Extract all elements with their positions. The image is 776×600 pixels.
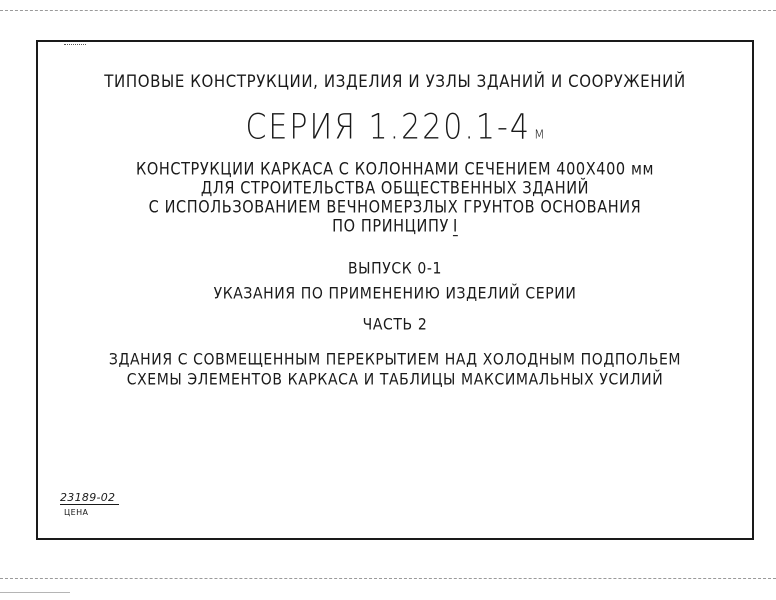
description-line-2: ДЛЯ СТРОИТЕЛЬСТВА ОБЩЕСТВЕННЫХ ЗДАНИЙ <box>200 179 590 199</box>
issue-number: ВЫПУСК 0-1 <box>347 259 443 279</box>
price-label: ЦЕНА <box>64 508 89 517</box>
issue-title: УКАЗАНИЯ ПО ПРИМЕНЕНИЮ ИЗДЕЛИЙ СЕРИИ <box>213 284 577 304</box>
building-line-1: ЗДАНИЯ С СОВМЕЩЕННЫМ ПЕРЕКРЫТИЕМ НАД ХОЛОДНЫМ ПОДПОЛЬЕМ <box>108 350 682 370</box>
description-line-1: КОНСТРУКЦИИ КАРКАСА С КОЛОННАМИ СЕЧЕНИЕМ 400Х400 мм <box>135 160 655 180</box>
description-line-3: С ИСПОЛЬЗОВАНИЕМ ВЕЧНОМЕРЗЛЫХ ГРУНТОВ ОСНОВАНИЯ <box>148 198 642 218</box>
scan-edge-top <box>0 10 776 11</box>
corner-mark <box>64 44 86 45</box>
collection-header: ТИПОВЫЕ КОНСТРУКЦИИ, ИЗДЕЛИЯ И УЗЛЫ ЗДАНИЙ И СООРУЖЕНИЙ <box>104 70 686 92</box>
description-line-4 <box>38 218 752 236</box>
scan-edge-foot <box>0 592 70 593</box>
building-line-2: СХЕМЫ ЭЛЕМЕНТОВ КАРКАСА И ТАБЛИЦЫ МАКСИМАЛЬНЫХ УСИЛИЙ <box>126 370 664 390</box>
part-number: ЧАСТЬ 2 <box>362 315 428 335</box>
series-title <box>38 107 752 147</box>
principle-numeral: I <box>452 217 458 237</box>
series-number: СЕРИЯ 1.220.1-4 <box>245 107 531 148</box>
inventory-number: 23189-02 <box>60 491 119 505</box>
scan-edge-bottom <box>0 578 776 579</box>
title-page-frame <box>36 40 754 540</box>
series-suffix: м <box>533 124 545 144</box>
principle-label: ПО ПРИНЦИПУ <box>332 217 449 237</box>
